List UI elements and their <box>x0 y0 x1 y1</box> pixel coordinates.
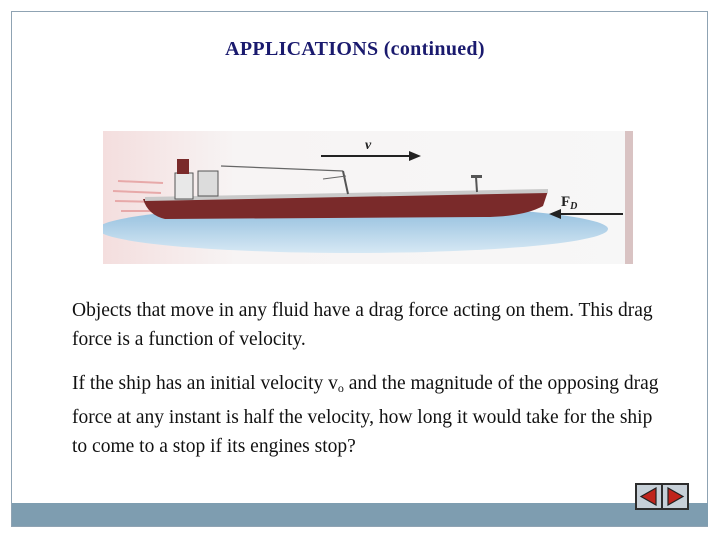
ship-superstructure <box>175 173 193 199</box>
footer-bar <box>12 503 708 526</box>
paragraph-question <box>72 369 672 461</box>
previous-slide-button[interactable] <box>635 483 663 510</box>
ship-mast-crossbar <box>471 175 482 178</box>
drag-force-subscript: D <box>570 201 578 212</box>
drag-force-label: F <box>561 194 571 210</box>
ship-illustration <box>103 131 633 264</box>
paragraph-drag-force: Objects that move in any fluid have a drag force acting on them. This drag force is a function of velocity. <box>72 300 653 350</box>
next-slide-button[interactable] <box>661 483 689 510</box>
ship-mast-rear <box>476 177 477 192</box>
question-text-start: If the ship has an initial velocity v <box>72 373 338 394</box>
ship-figure <box>103 131 633 264</box>
slide-title: APPLICATIONS (continued) <box>225 38 485 60</box>
left-triangle-icon <box>639 487 659 506</box>
ship-bridge <box>198 171 218 196</box>
ship-funnel <box>177 159 189 174</box>
velocity-label: v <box>365 138 372 153</box>
question-text-end: and the magnitude of the opposing drag force at any instant is half the velocity, how long it would take for the ship to come to a stop if its engines stop? <box>72 373 659 457</box>
right-triangle-icon <box>665 487 685 506</box>
velocity-subscript: o <box>337 381 344 395</box>
right-edge-strip <box>625 131 633 264</box>
